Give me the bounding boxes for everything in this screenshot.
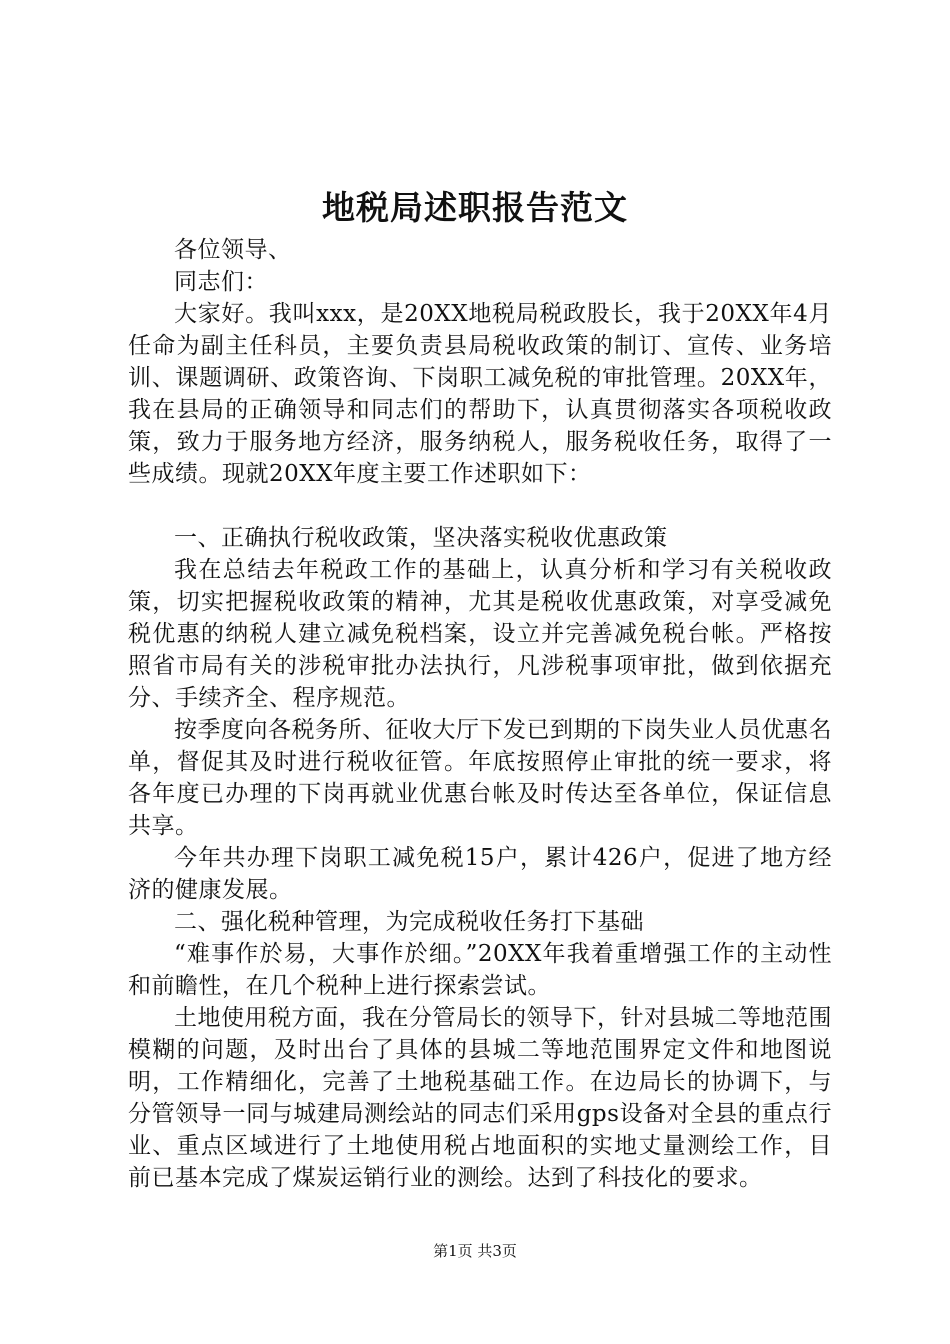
page-title: 地税局述职报告范文 [322, 188, 628, 227]
body-paragraph: 按季度向各税务所、征收大厅下发已到期的下岗失业人员优惠名单，督促其及时进行税收征管。年底按照停止审批的统一要求，将各年度已办理的下岗再就业优惠台帐及时传达至各单位，保证信息共享。 [128, 717, 832, 839]
body-paragraph: 土地使用税方面，我在分管局长的领导下，针对县城二等地范围模糊的问题，及时出台了具体的县城二等地范围界定文件和地图说明，工作精细化，完善了土地税基础工作。在边局长的协调下，与分管领导一同与城建局测绘站的同志们采用gps设备对全县的重点行业、重点区域进行了土地使用税占地面积的实地丈量测绘工作，目前已基本完成了煤炭运销行业的测绘。达到了科技化的要求。 [128, 1005, 832, 1191]
salutation-comrades: 同志们： [174, 269, 268, 295]
intro-paragraph: 大家好。我叫xxx，是20XX地税局税政股长，我于20XX年4月任命为副主任科员，主要负责县局税收政策的制订、宣传、业务培训、课题调研、政策咨询、下岗职工减免税的审批管理。20XX年，我在县局的正确领导和同志们的帮助下，认真贯彻落实各项税收政策，致力于服务地方经济，服务纳税人，服务税收任务，取得了一些成绩。现就20XX年度主要工作述职如下： [128, 301, 832, 487]
page-footer: 第1页 共3页 [433, 1242, 517, 1260]
section-heading-2: 二、强化税种管理，为完成税收任务打下基础 [174, 909, 644, 935]
body-paragraph: “难事作於易，大事作於细。”20XX年我着重增强工作的主动性和前瞻性，在几个税种上进行探索尝试。 [128, 941, 832, 999]
document-body [128, 234, 832, 1194]
section-heading-1: 一、正确执行税收政策，坚决落实税收优惠政策 [174, 525, 668, 551]
body-paragraph: 今年共办理下岗职工减免税15户，累计426户，促进了地方经济的健康发展。 [128, 845, 832, 903]
salutation-leaders: 各位领导、 [174, 237, 292, 263]
body-paragraph: 我在总结去年税政工作的基础上，认真分析和学习有关税收政策，切实把握税收政策的精神，尤其是税收优惠政策，对享受减免税优惠的纳税人建立减免税档案，设立并完善减免税台帐。严格按照省市局有关的涉税审批办法执行，凡涉税事项审批，做到依据充分、手续齐全、程序规范。 [128, 557, 832, 711]
